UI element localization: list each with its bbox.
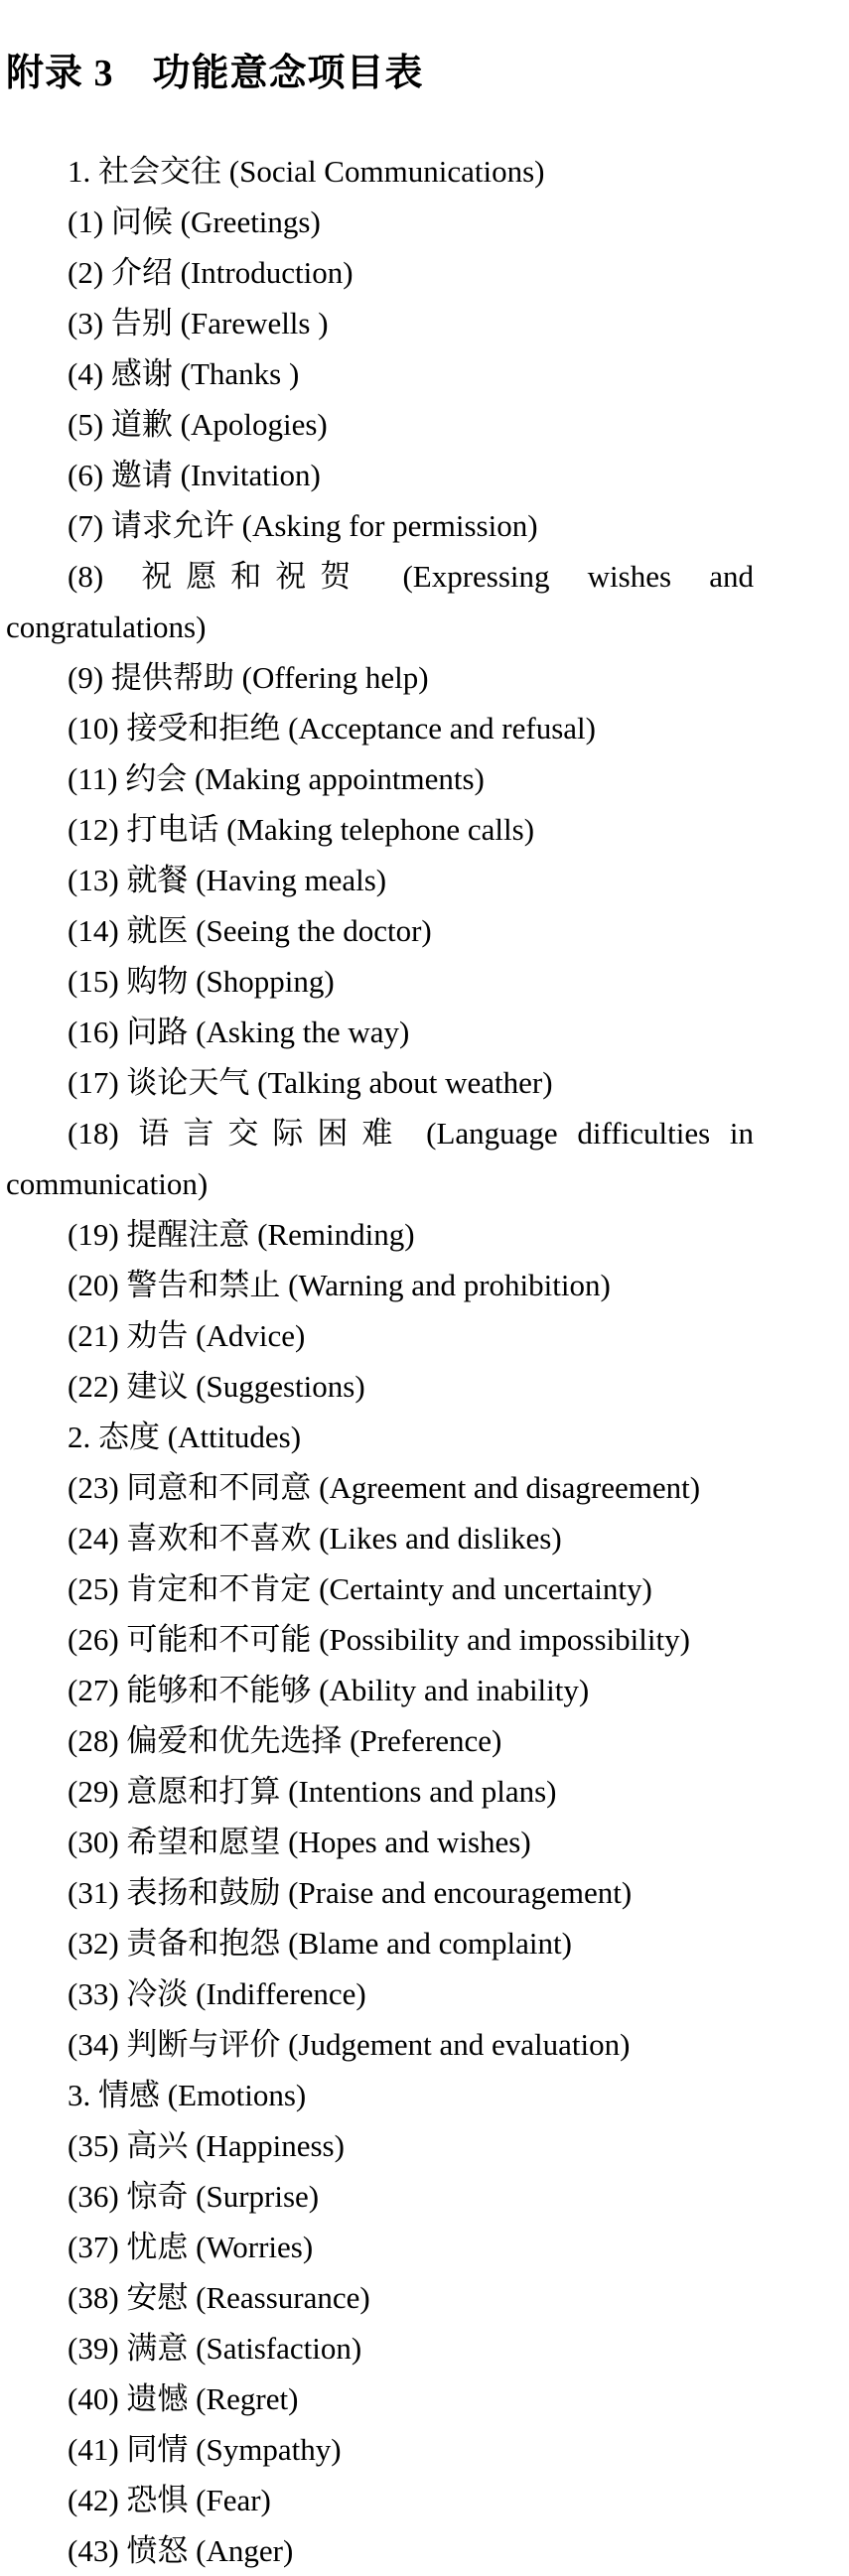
list-item: (25) 肯定和不肯定 (Certainty and uncertainty): [68, 1571, 652, 1606]
list-item: (20) 警告和禁止 (Warning and prohibition): [68, 1268, 611, 1302]
list-item: (38) 安慰 (Reassurance): [68, 2280, 370, 2315]
list-item: (2) 介绍 (Introduction): [68, 255, 354, 290]
list-item: (39) 满意 (Satisfaction): [68, 2331, 362, 2366]
item-word: (Language: [426, 1116, 558, 1151]
list-item: (7) 请求允许 (Asking for permission): [68, 508, 538, 543]
list-item: (31) 表扬和鼓励 (Praise and encouragement): [68, 1875, 633, 1910]
list-item: (17) 谈论天气 (Talking about weather): [68, 1065, 553, 1100]
list-item: (34) 判断与评价 (Judgement and evaluation): [68, 2027, 631, 2062]
item-chinese: 语言交际困难: [138, 1116, 407, 1151]
list-item: (29) 意愿和打算 (Intentions and plans): [68, 1774, 557, 1809]
list-item: (42) 恐惧 (Fear): [68, 2483, 271, 2517]
list-item-continuation: congratulations): [6, 610, 207, 644]
list-item: (30) 希望和愿望 (Hopes and wishes): [68, 1825, 531, 1859]
list-item: (24) 喜欢和不喜欢 (Likes and dislikes): [68, 1521, 562, 1556]
list-item: (4) 感谢 (Thanks ): [68, 356, 300, 391]
list-item: (33) 冷淡 (Indifference): [68, 1976, 366, 2011]
item-word: and: [709, 559, 754, 594]
list-item: (22) 建议 (Suggestions): [68, 1369, 365, 1404]
item-list: [6, 146, 754, 2576]
item-chinese: 祝愿和祝贺: [141, 559, 365, 594]
list-item: (11) 约会 (Making appointments): [68, 761, 485, 796]
list-item: (32) 责备和抱怨 (Blame and complaint): [68, 1926, 572, 1961]
item-number: (8): [68, 559, 104, 594]
list-item: (19) 提醒注意 (Reminding): [68, 1217, 415, 1252]
list-item: (10) 接受和拒绝 (Acceptance and refusal): [68, 711, 596, 746]
list-item: (27) 能够和不能够 (Ability and inability): [68, 1673, 590, 1707]
list-item: (9) 提供帮助 (Offering help): [68, 660, 429, 695]
list-item: (37) 忧虑 (Worries): [68, 2230, 314, 2264]
list-item: (28) 偏爱和优先选择 (Preference): [68, 1723, 502, 1758]
list-item: (5) 道歉 (Apologies): [68, 407, 328, 442]
list-item-continuation: communication): [6, 1166, 209, 1201]
list-item: [6, 551, 754, 602]
item-word: (Expressing: [402, 559, 550, 594]
list-item: (40) 遗憾 (Regret): [68, 2381, 299, 2416]
list-item: (43) 愤怒 (Anger): [68, 2533, 294, 2568]
section-heading: 1. 社会交往 (Social Communications): [68, 154, 545, 189]
list-item: (21) 劝告 (Advice): [68, 1318, 306, 1353]
section-heading: 2. 态度 (Attitudes): [68, 1420, 302, 1454]
item-word: difficulties: [577, 1116, 711, 1151]
list-item: (12) 打电话 (Making telephone calls): [68, 812, 535, 847]
list-item: (3) 告别 (Farewells ): [68, 306, 329, 340]
list-item: (23) 同意和不同意 (Agreement and disagreement): [68, 1470, 701, 1505]
list-item: (14) 就医 (Seeing the doctor): [68, 913, 432, 948]
list-item: (1) 问候 (Greetings): [68, 204, 321, 239]
list-item: [6, 1108, 754, 1158]
list-item: (13) 就餐 (Having meals): [68, 863, 387, 897]
item-word: in: [729, 1116, 754, 1151]
list-item: (15) 购物 (Shopping): [68, 964, 335, 999]
page-title: 附录 3 功能意念项目表: [6, 53, 424, 94]
item-word: wishes: [587, 559, 672, 594]
list-item: (16) 问路 (Asking the way): [68, 1015, 410, 1049]
list-item: (26) 可能和不可能 (Possibility and impossibility): [68, 1622, 690, 1657]
list-item: (35) 高兴 (Happiness): [68, 2128, 345, 2163]
list-item: (41) 同情 (Sympathy): [68, 2432, 342, 2467]
section-heading: 3. 情感 (Emotions): [68, 2078, 307, 2112]
item-number: (18): [68, 1116, 119, 1151]
list-item: (6) 邀请 (Invitation): [68, 458, 321, 492]
list-item: (36) 惊奇 (Surprise): [68, 2179, 320, 2214]
